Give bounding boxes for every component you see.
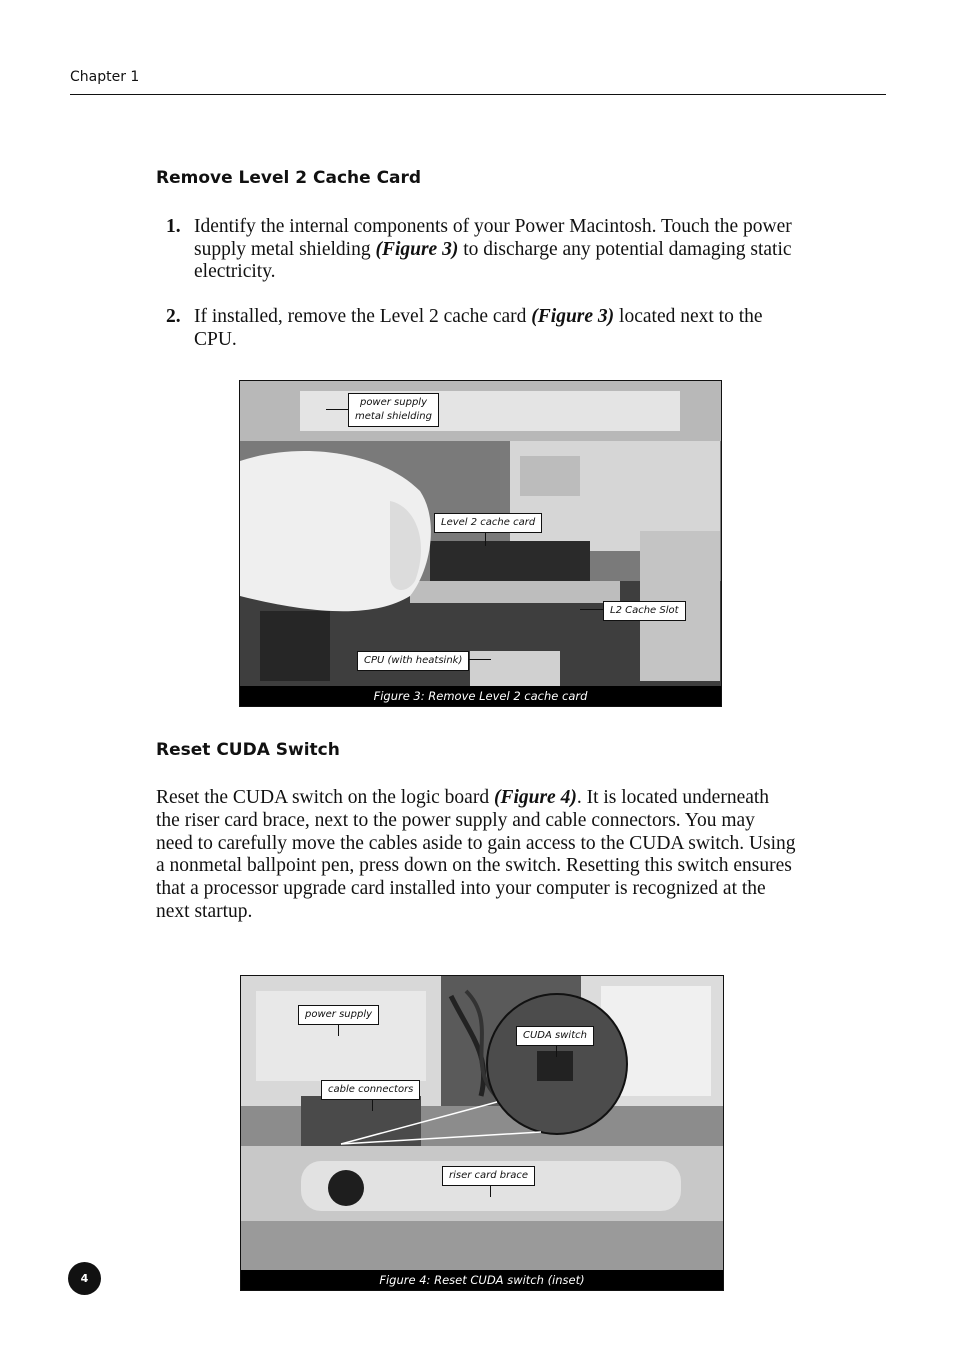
figure-3-photo [239,380,722,707]
callout-leader [469,659,491,660]
figure-reference: (Figure 4) [493,787,577,808]
figure-4-caption: Figure 4: Reset CUDA switch (inset) [241,1270,723,1290]
callout-text: metal shielding [355,411,432,422]
page-number-badge: 4 [68,1262,101,1295]
step-number: 1. [166,216,181,237]
step-text-part: If installed, remove the Level 2 cache card [194,306,532,327]
callout-leader [490,1185,491,1197]
section-heading-reset-cuda: Reset CUDA Switch [156,740,340,760]
step-2 [166,306,806,351]
figure-3-caption: Figure 3: Remove Level 2 cache card [240,686,721,706]
callout-leader [556,1045,557,1057]
callout-cpu: CPU (with heatsink) [357,651,469,671]
callout-leader [485,532,486,546]
paragraph-text-part: Reset the CUDA switch on the logic board [156,787,494,808]
callout-leader [580,609,603,610]
paragraph-text-part: . It is located underneath the riser card brace, next to the power supply and cable connectors. You may need to carefully move the cables aside to gain access to the CUDA switch. Using a nonmetal ballpoint pen, press down on the switch. Resetting this switch ensures that a processor upgrade card installed into your computer is recognized at the next startup. [156,787,796,922]
callout-text: power supply [359,397,427,408]
callout-leader [326,409,348,410]
step-1 [166,216,806,284]
callout-cuda-switch: CUDA switch [516,1026,594,1046]
step-text [194,306,806,351]
callout-riser-brace: riser card brace [442,1166,535,1186]
step-text-part: located next to the CPU. [194,306,763,350]
callout-l2-card: Level 2 cache card [434,513,542,533]
step-text [194,216,806,284]
chapter-label: Chapter 1 [70,69,140,85]
figure-reference: (Figure 3) [375,238,459,260]
step-number: 2. [166,306,181,327]
figure-reference: (Figure 3) [531,306,615,327]
callout-power-supply: power supply [298,1005,379,1025]
header-rule [70,94,886,95]
figure-3-illustration [240,381,721,706]
callout-l2-slot: L2 Cache Slot [603,601,686,621]
callout-leader [338,1024,339,1036]
callout-leader [372,1099,373,1111]
section-heading-remove-l2: Remove Level 2 Cache Card [156,168,422,188]
callout-power-supply-shielding [348,393,439,427]
step-text-part: to discharge any potential damaging static electricity. [194,238,792,282]
figure-4-photo [240,975,724,1291]
callout-cable-connectors: cable connectors [321,1080,420,1100]
cuda-paragraph [156,787,796,924]
step-text-part: Identify the internal components of your Power Macintosh. Touch the power supply metal shielding [194,216,792,260]
